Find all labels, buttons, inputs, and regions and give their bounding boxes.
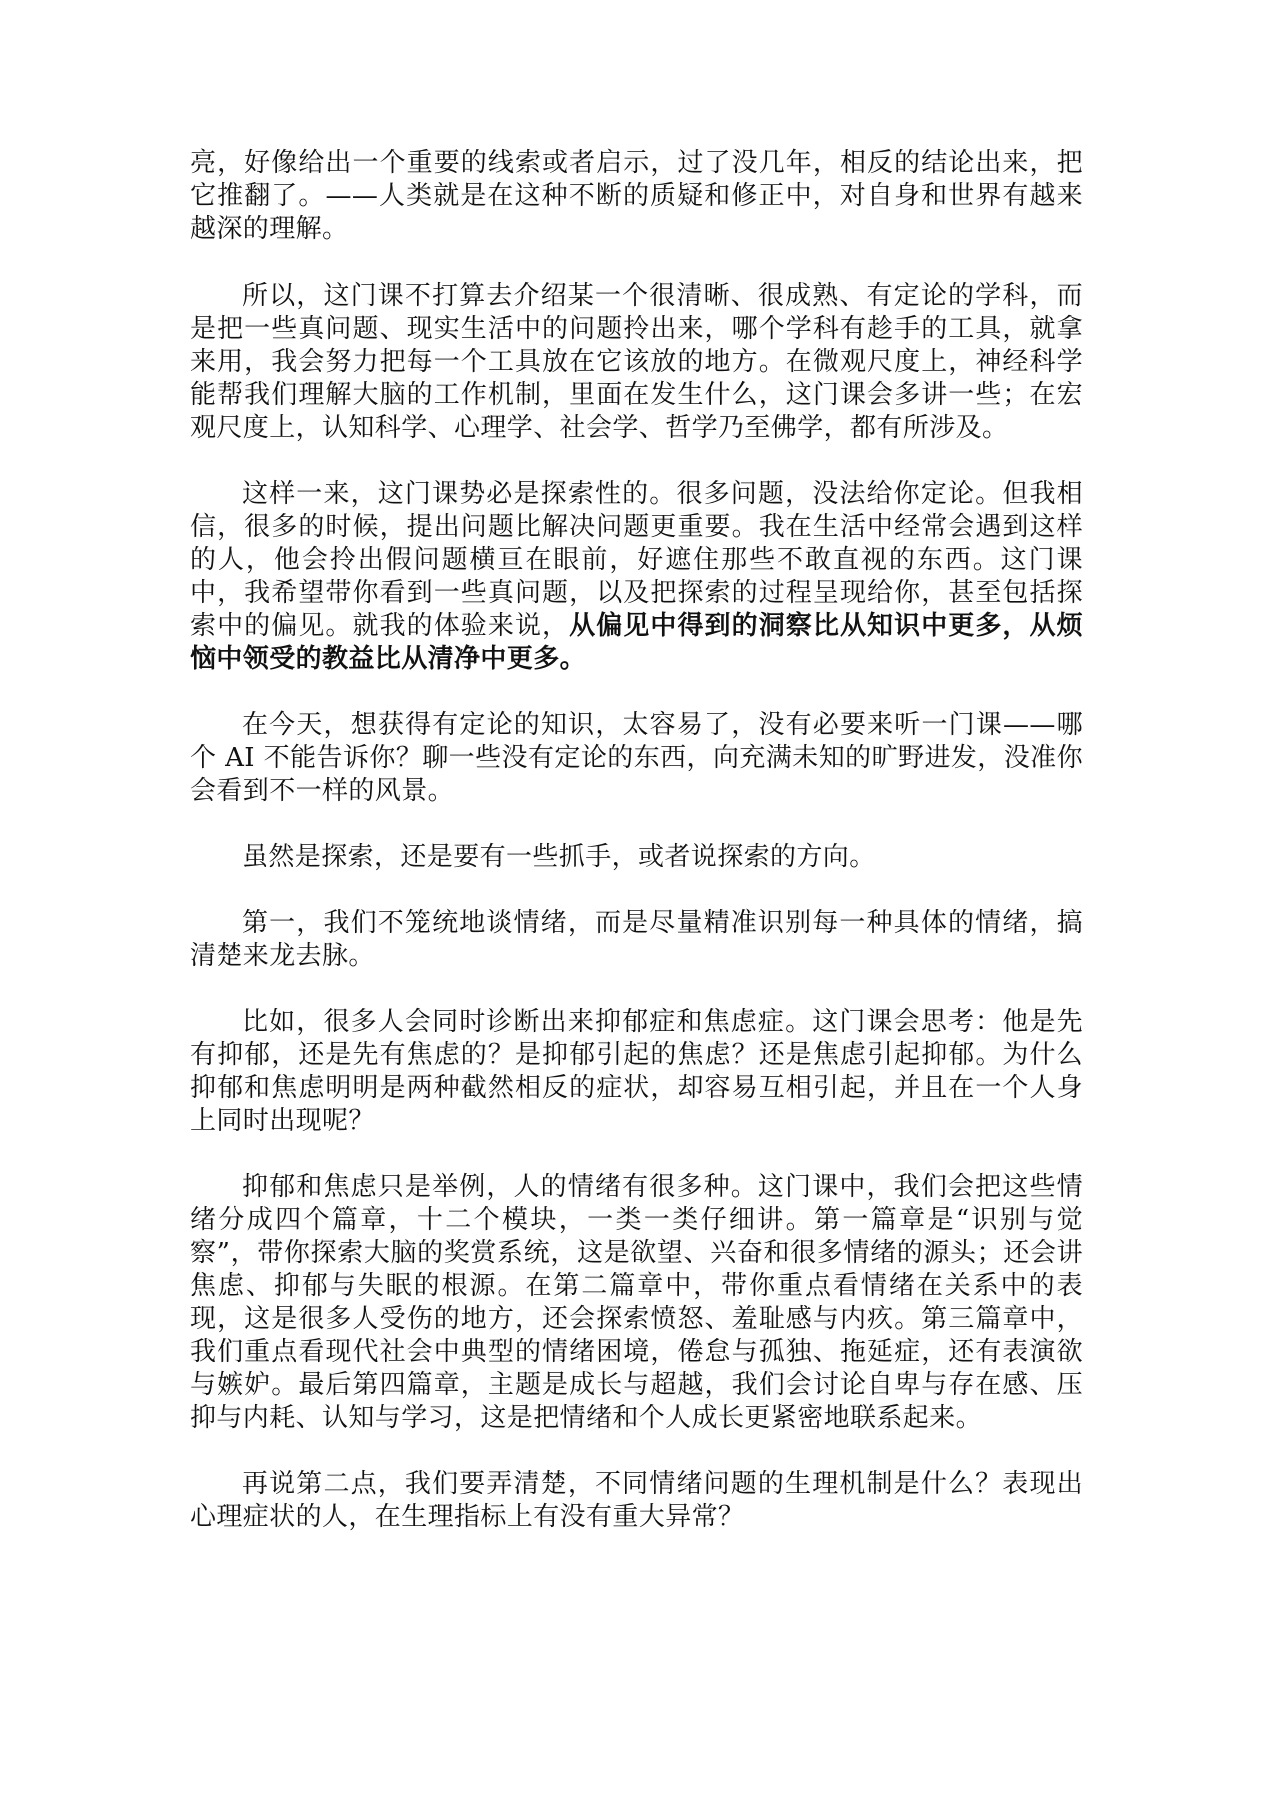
paragraph-3-emphasis: 从偏见中得到的洞察比从知识中更多，从烦恼中领受的教益比从清净中更多。 [190, 611, 1083, 674]
document-body [190, 147, 1083, 1567]
paragraph-5: 虽然是探索，还是要有一些抓手，或者说探索的方向。 [242, 842, 876, 872]
paragraph-4: 在今天，想获得有定论的知识，太容易了，没有必要来听一门课——哪个 AI 不能告诉你？聊一些没有定论的东西，向充满未知的旷野进发，没准你会看到不一样的风景。 [190, 710, 1083, 806]
paragraph-8: 抑郁和焦虑只是举例，人的情绪有很多种。这门课中，我们会把这些情绪分成四个篇章，十二个模块，一类一类仔细讲。第一篇章是“识别与觉察”，带你探索大脑的奖赏系统，这是欲望、兴奋和很多情绪的源头；还会讲焦虑、抑郁与失眠的根源。在第二篇章中，带你重点看情绪在关系中的表现，这是很多人受伤的地方，还会探索愤怒、羞耻感与内疚。第三篇章中，我们重点看现代社会中典型的情绪困境，倦怠与孤独、拖延症，还有表演欲与嫉妒。最后第四篇章，主题是成长与超越，我们会讨论自卑与存在感、压抑与内耗、认知与学习，这是把情绪和个人成长更紧密地联系起来。 [190, 1172, 1083, 1433]
paragraph-1: 亮，好像给出一个重要的线索或者启示，过了没几年，相反的结论出来，把它推翻了。——人类就是在这种不断的质疑和修正中，对自身和世界有越来越深的理解。 [190, 148, 1083, 244]
paragraph-6: 第一，我们不笼统地谈情绪，而是尽量精准识别每一种具体的情绪，搞清楚来龙去脉。 [190, 908, 1083, 971]
paragraph-9: 再说第二点，我们要弄清楚，不同情绪问题的生理机制是什么？表现出心理症状的人，在生理指标上有没有重大异常？ [190, 1469, 1083, 1532]
paragraph-7: 比如，很多人会同时诊断出来抑郁症和焦虑症。这门课会思考：他是先有抑郁，还是先有焦虑的？是抑郁引起的焦虑？还是焦虑引起抑郁。为什么抑郁和焦虑明明是两种截然相反的症状，却容易互相引起，并且在一个人身上同时出现呢？ [190, 1007, 1083, 1136]
paragraph-3-text: 这样一来，这门课势必是探索性的。很多问题，没法给你定论。但我相信，很多的时候，提出问题比解决问题更重要。我在生活中经常会遇到这样的人，他会拎出假问题横亘在眼前，好遮住那些不敢直视的东西。这门课中，我希望带你看到一些真问题，以及把探索的过程呈现给你，甚至包括探索中的偏见。就我的体验来说， [190, 479, 1083, 641]
paragraph-2: 所以，这门课不打算去介绍某一个很清晰、很成熟、有定论的学科，而是把一些真问题、现实生活中的问题拎出来，哪个学科有趁手的工具，就拿来用，我会努力把每一个工具放在它该放的地方。在微观尺度上，神经科学能帮我们理解大脑的工作机制，里面在发生什么，这门课会多讲一些；在宏观尺度上，认知科学、心理学、社会学、哲学乃至佛学，都有所涉及。 [190, 281, 1083, 443]
paragraph-3 [190, 478, 1083, 676]
